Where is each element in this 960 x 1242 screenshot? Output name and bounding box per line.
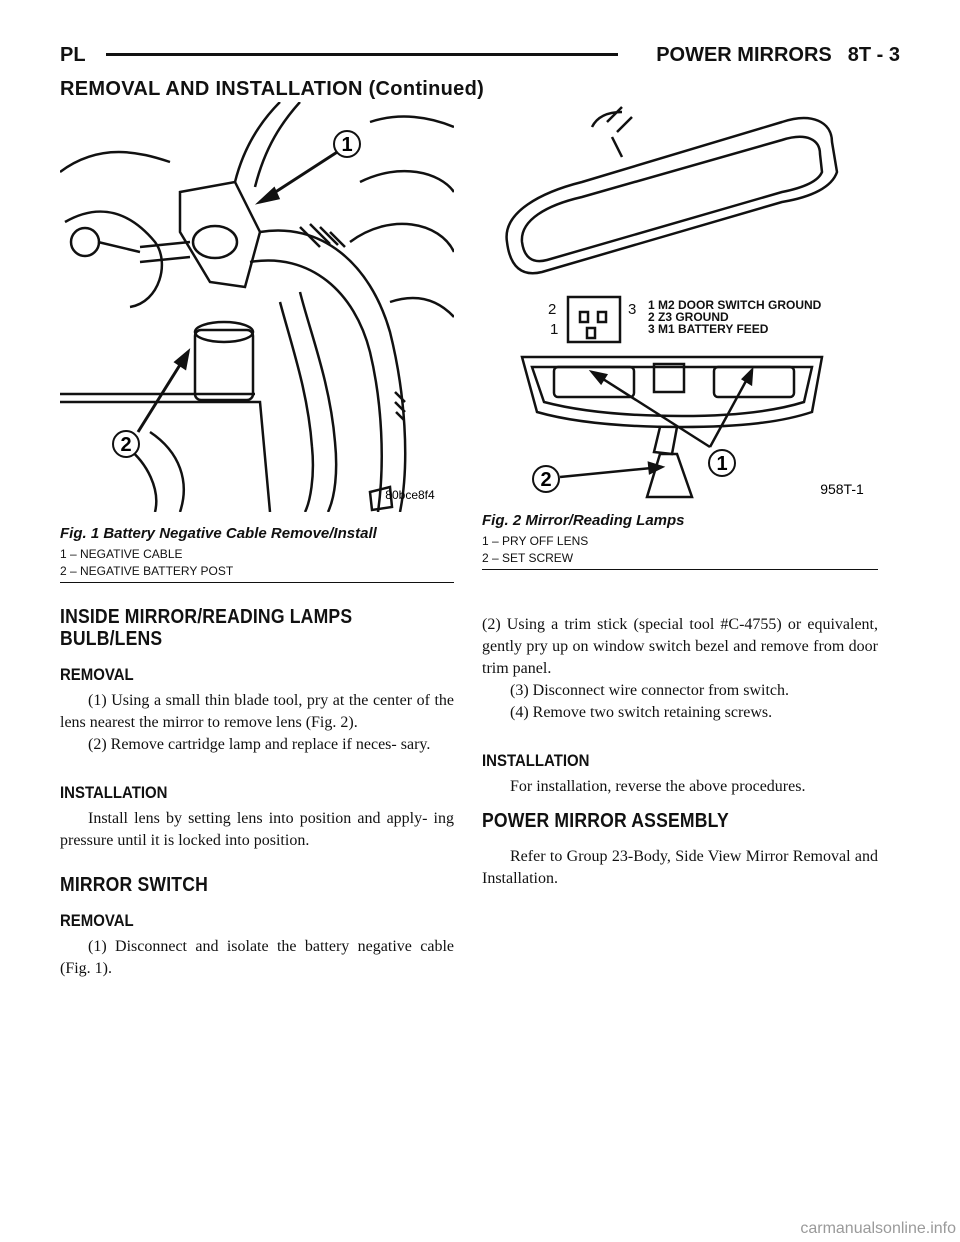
header-left-code: PL — [60, 44, 86, 66]
figure-2-legend-item: 2 – SET SCREW — [482, 551, 574, 565]
subheading-removal: REMOVAL — [60, 911, 134, 930]
continued-heading: REMOVAL AND INSTALLATION (Continued) — [60, 78, 485, 100]
figure-2-illustration — [482, 102, 878, 512]
figure-1-illustration — [60, 102, 454, 512]
figure-2-bottom-rule — [482, 569, 878, 570]
wiring-label: 2 Z3 GROUND — [648, 310, 729, 324]
figure-1-code: 80bce8f4 — [385, 488, 435, 502]
left-column — [60, 606, 454, 980]
switch-removal-step-4: (4) Remove two switch retaining screws. — [510, 704, 773, 721]
figure-2-legend — [482, 533, 878, 567]
subheading-installation: INSTALLATION — [60, 783, 168, 802]
connector-pin-2: 2 — [548, 301, 557, 318]
switch-installation-text: For installation, reverse the above procedures. — [510, 778, 806, 795]
figure-1-caption — [60, 525, 454, 580]
assembly-text: Refer to Group 23-Body, Side View Mirror Removal and Installation. — [482, 848, 878, 887]
subheading-removal: REMOVAL — [60, 665, 134, 684]
figure-1-callout-1: 1 — [341, 134, 353, 156]
figure-1-legend — [60, 546, 454, 580]
battery-cable-drawing — [60, 102, 454, 512]
wiring-label: 1 M2 DOOR SWITCH GROUND — [648, 298, 822, 312]
figure-1-callout-2: 2 — [120, 434, 132, 456]
removal-step-1: (1) Using a small thin blade tool, pry at the center of the lens nearest the mirror to remove lens (Fig. 2). — [60, 692, 454, 731]
header-rule — [106, 53, 618, 56]
figure-1-bottom-rule — [60, 582, 454, 583]
figure-2-title: Fig. 2 Mirror/Reading Lamps — [482, 512, 685, 529]
switch-removal-step-2: (2) Using a trim stick (special tool #C-4755) or equivalent, gently pry up on window switch bezel and remove from door trim panel. — [482, 616, 878, 677]
connector-pin-1: 1 — [550, 321, 559, 338]
figure-1-title: Fig. 1 Battery Negative Cable Remove/Install — [60, 525, 377, 542]
header-section: POWER MIRRORS — [656, 44, 832, 66]
figure-1-legend-item: 2 – NEGATIVE BATTERY POST — [60, 564, 234, 578]
figure-2-legend-item: 1 – PRY OFF LENS — [482, 534, 589, 548]
connector-pin-3: 3 — [628, 301, 637, 318]
figure-2-caption — [482, 512, 878, 567]
figure-1-legend-item: 1 – NEGATIVE CABLE — [60, 547, 183, 561]
removal-step-2: (2) Remove cartridge lamp and replace if neces- sary. — [88, 736, 431, 753]
switch-removal-step-1: (1) Disconnect and isolate the battery negative cable (Fig. 1). — [60, 938, 454, 977]
section-heading-inside-mirror: INSIDE MIRROR/READING LAMPS BULB/LENS — [60, 606, 353, 650]
figure-2-code: 958T-1 — [820, 481, 864, 497]
section-heading-mirror-switch: MIRROR SWITCH — [60, 874, 208, 896]
section-heading-power-mirror-assembly: POWER MIRROR ASSEMBLY — [482, 810, 729, 832]
page-header — [60, 44, 900, 74]
header-title — [640, 44, 900, 67]
right-column — [482, 614, 878, 890]
switch-removal-step-3: (3) Disconnect wire connector from switch. — [510, 682, 790, 699]
figure-2-callout-2: 2 — [540, 469, 552, 491]
watermark: carmanualsonline.info — [800, 1220, 956, 1237]
subheading-installation: INSTALLATION — [482, 751, 590, 770]
header-page-number: 8T - 3 — [847, 44, 900, 66]
mirror-reading-lamp-drawing — [482, 102, 878, 512]
wiring-label: 3 M1 BATTERY FEED — [648, 322, 769, 336]
installation-text: Install lens by setting lens into position and apply- ing pressure until it is locked into position. — [60, 810, 454, 849]
figure-2-callout-1: 1 — [716, 453, 728, 475]
